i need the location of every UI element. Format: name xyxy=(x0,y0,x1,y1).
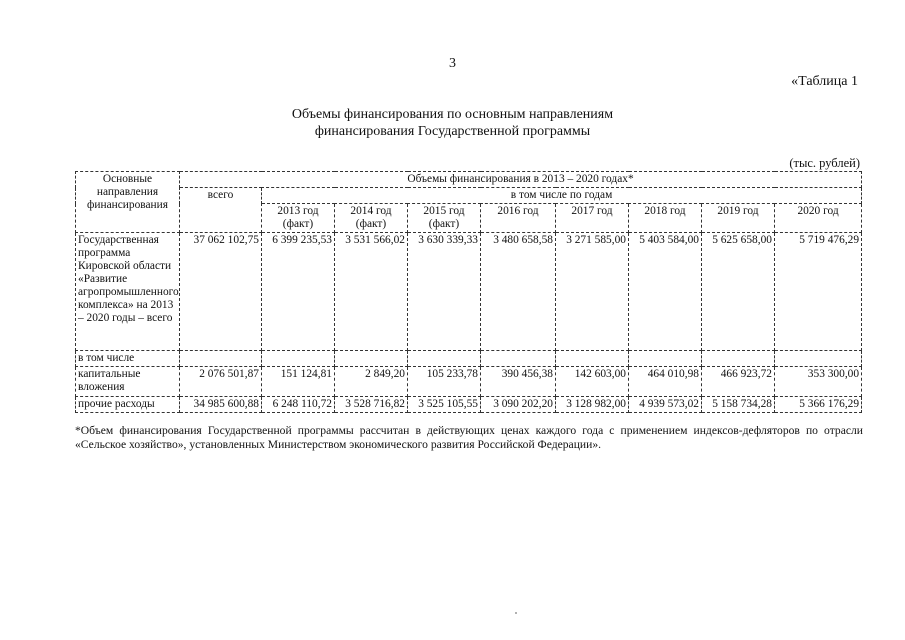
table-row xyxy=(76,233,862,351)
scan-speck xyxy=(515,612,517,614)
cell-total: 34 985 600,88 xyxy=(180,397,262,413)
table-row xyxy=(76,397,862,413)
cell-2016: 3 090 202,20 xyxy=(481,397,556,413)
table-row xyxy=(76,351,862,367)
header-row-2 xyxy=(76,188,862,204)
table-title-line-2: финансирования Государственной программы xyxy=(314,124,591,139)
empty-cell xyxy=(556,351,629,367)
cell-2019: 5 625 658,00 xyxy=(702,233,775,351)
cell-2017: 142 603,00 xyxy=(556,367,629,397)
header-year-2016: 2016 год xyxy=(481,204,556,233)
cell-2016: 390 456,38 xyxy=(481,367,556,397)
header-year-2020: 2020 год xyxy=(775,204,862,233)
footnote: *Объем финансирования Государственной программы рассчитан в действующих ценах каждого года с применением индексов-дефляторов по отрасли «Сельское хозяйство», установленных Министерством экономического развития Российской Федерации». xyxy=(75,424,863,451)
cell-2015: 3 525 105,55 xyxy=(408,397,481,413)
empty-cell xyxy=(335,351,408,367)
cell-total: 2 076 501,87 xyxy=(180,367,262,397)
cell-2018: 464 010,98 xyxy=(629,367,702,397)
page-number: 3 xyxy=(449,56,456,71)
cell-total: 37 062 102,75 xyxy=(180,233,262,351)
empty-cell xyxy=(629,351,702,367)
row-label: прочие расходы xyxy=(76,397,180,413)
header-year-2019: 2019 год xyxy=(702,204,775,233)
empty-cell xyxy=(180,351,262,367)
row-label: в том числе xyxy=(76,351,180,367)
header-year-2018: 2018 год xyxy=(629,204,702,233)
cell-2014: 2 849,20 xyxy=(335,367,408,397)
cell-2020: 5 719 476,29 xyxy=(775,233,862,351)
table-title-line-1: Объемы финансирования по основным направлениям xyxy=(291,107,614,122)
header-year-2017: 2017 год xyxy=(556,204,629,233)
row-label: Государственная программа Кировской области «Развитие агропромышленного комплекса» на 2013 – 2020 годы – всего xyxy=(76,233,180,351)
cell-2020: 353 300,00 xyxy=(775,367,862,397)
table-label: «Таблица 1 xyxy=(791,74,858,89)
cell-2018: 5 403 584,00 xyxy=(629,233,702,351)
cell-2014: 3 528 716,82 xyxy=(335,397,408,413)
table-title xyxy=(0,106,905,140)
header-year-2014: 2014 год (факт) xyxy=(335,204,408,233)
header-year-2015: 2015 год (факт) xyxy=(408,204,481,233)
cell-2020: 5 366 176,29 xyxy=(775,397,862,413)
financing-table xyxy=(75,171,862,413)
cell-2019: 466 923,72 xyxy=(702,367,775,397)
row-label: капитальные вложения xyxy=(76,367,180,397)
cell-2018: 4 939 573,02 xyxy=(629,397,702,413)
cell-2017: 3 271 585,00 xyxy=(556,233,629,351)
cell-2013: 151 124,81 xyxy=(262,367,335,397)
cell-2017: 3 128 982,00 xyxy=(556,397,629,413)
header-row-1 xyxy=(76,172,862,188)
header-directions: Основные направления финансирования xyxy=(76,172,180,233)
header-year-2013: 2013 год (факт) xyxy=(262,204,335,233)
empty-cell xyxy=(408,351,481,367)
cell-2015: 105 233,78 xyxy=(408,367,481,397)
table-row xyxy=(76,367,862,397)
empty-cell xyxy=(481,351,556,367)
units-label: (тыс. рублей) xyxy=(789,156,860,170)
cell-2014: 3 531 566,02 xyxy=(335,233,408,351)
cell-2013: 6 248 110,72 xyxy=(262,397,335,413)
empty-cell xyxy=(262,351,335,367)
cell-2019: 5 158 734,28 xyxy=(702,397,775,413)
empty-cell xyxy=(775,351,862,367)
cell-2013: 6 399 235,53 xyxy=(262,233,335,351)
header-financing-volumes: Объемы финансирования в 2013 – 2020 годах* xyxy=(180,172,862,188)
empty-cell xyxy=(702,351,775,367)
cell-2015: 3 630 339,33 xyxy=(408,233,481,351)
cell-2016: 3 480 658,58 xyxy=(481,233,556,351)
header-by-years: в том числе по годам xyxy=(262,188,862,204)
header-total: всего xyxy=(180,188,262,233)
